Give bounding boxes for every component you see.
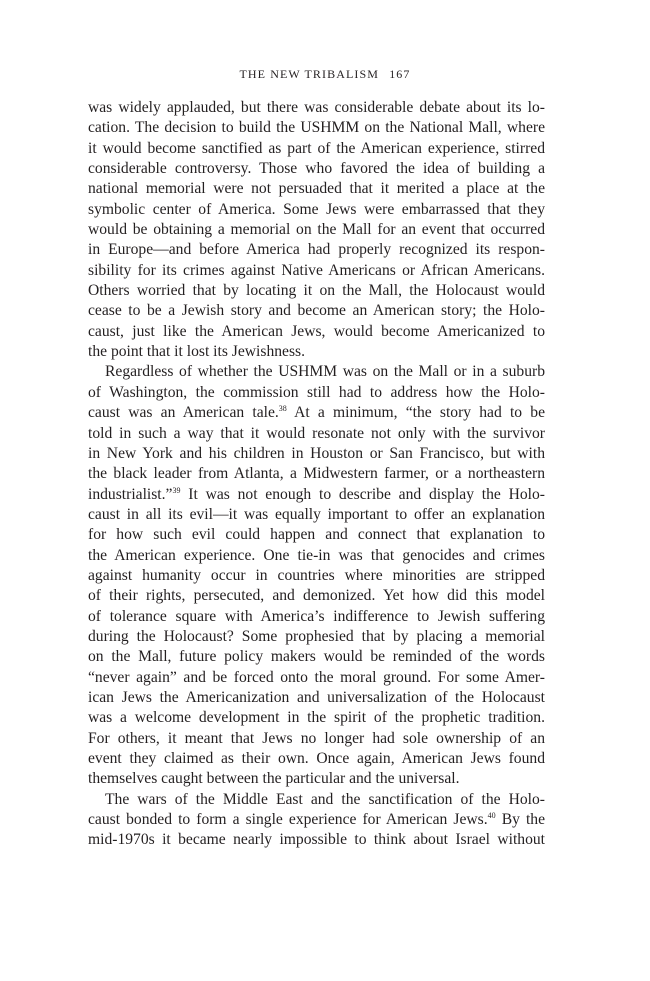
body-text xyxy=(88,98,545,851)
text-line: on the Mall, future policy makers would be reminded of the words xyxy=(88,648,545,666)
page-number: 167 xyxy=(389,67,411,81)
text-line: in New York and his children in Houston or San Francisco, but with xyxy=(88,444,545,462)
text-line: of their rights, persecuted, and demonized. Yet how did this model xyxy=(88,587,545,605)
text-line: industrialist.”$^{39}$ It was not enough to describe and display the Holo- xyxy=(88,485,545,503)
text-line: Regardless of whether the USHMM was on the Mall or in a suburb xyxy=(105,363,545,381)
text-line: it would become sanctified as part of the American experience, stirred xyxy=(88,139,545,157)
text-line: themselves caught between the particular and the universal. xyxy=(88,770,460,788)
text-line: caust in all its evil—it was equally important to offer an explanation xyxy=(88,505,545,523)
text-line: was widely applauded, but there was considerable debate about its lo- xyxy=(88,99,545,116)
text-line: was a welcome development in the spirit of the prophetic tradition. xyxy=(88,709,545,727)
text-line: told in such a way that it would resonate not only with the survivor xyxy=(88,424,545,442)
text-line: event they claimed as their own. Once again, American Jews found xyxy=(88,750,545,767)
text-line: caust was an American tale.$^{38}$ At a minimum, “the story had to be xyxy=(88,404,545,422)
text-line: considerable controversy. Those who favored the idea of building a xyxy=(88,160,545,178)
text-line: the point that it lost its Jewishness. xyxy=(88,343,306,361)
footnote-marker: 40 xyxy=(487,811,496,821)
running-head xyxy=(0,67,650,82)
text-line: symbolic center of America. Some Jews were embarrassed that they xyxy=(88,200,545,218)
text-line: against humanity occur in countries where minorities are stripped xyxy=(88,566,545,584)
text-line: “never again” and be forced onto the moral ground. For some Amer- xyxy=(88,668,545,686)
text-line: during the Holocaust? Some prophesied that by placing a memorial xyxy=(88,627,545,645)
running-head-title: THE NEW TRIBALISM xyxy=(239,67,380,81)
text-line: caust bonded to form a single experience for American Jews.$^{40}$ By the xyxy=(88,811,546,829)
text-line: cease to be a Jewish story and become an American story; the Holo- xyxy=(88,302,545,320)
text-line: For others, it meant that Jews no longer had sole ownership of an xyxy=(88,729,545,747)
text-line: the American experience. One tie-in was that genocides and crimes xyxy=(88,546,545,564)
paragraph xyxy=(88,98,545,362)
paragraph xyxy=(88,362,545,789)
text-line: would be obtaining a memorial on the Mall for an event that occurred xyxy=(88,221,545,239)
text-line: for how such evil could happen and connect that explanation to xyxy=(88,526,545,544)
text-line: Others worried that by locating it on the Mall, the Holocaust would xyxy=(88,282,545,300)
text-line: the black leader from Atlanta, a Midwestern farmer, or a northeastern xyxy=(88,465,545,483)
paragraph xyxy=(88,790,545,851)
text-line: of tolerance square with America’s indifference to Jewish suffering xyxy=(88,607,545,625)
text-line: sibility for its crimes against Native Americans or African Americans. xyxy=(88,261,545,279)
text-line: mid-1970s it became nearly impossible to think about Israel without xyxy=(88,831,545,849)
text-line: ican Jews the Americanization and universalization of the Holocaust xyxy=(88,688,545,706)
footnote-marker: 39 xyxy=(172,485,181,495)
text-line: of Washington, the commission still had to address how the Holo- xyxy=(88,383,545,401)
text-line: caust, just like the American Jews, would become Americanized to xyxy=(88,322,545,340)
footnote-marker: 38 xyxy=(278,404,287,414)
text-line: The wars of the Middle East and the sanctification of the Holo- xyxy=(105,790,545,808)
text-line: cation. The decision to build the USHMM on the National Mall, where xyxy=(88,119,545,137)
text-line: national memorial were not persuaded that it merited a place at the xyxy=(88,180,545,198)
text-line: in Europe—and before America had properly recognized its respon- xyxy=(88,241,545,259)
